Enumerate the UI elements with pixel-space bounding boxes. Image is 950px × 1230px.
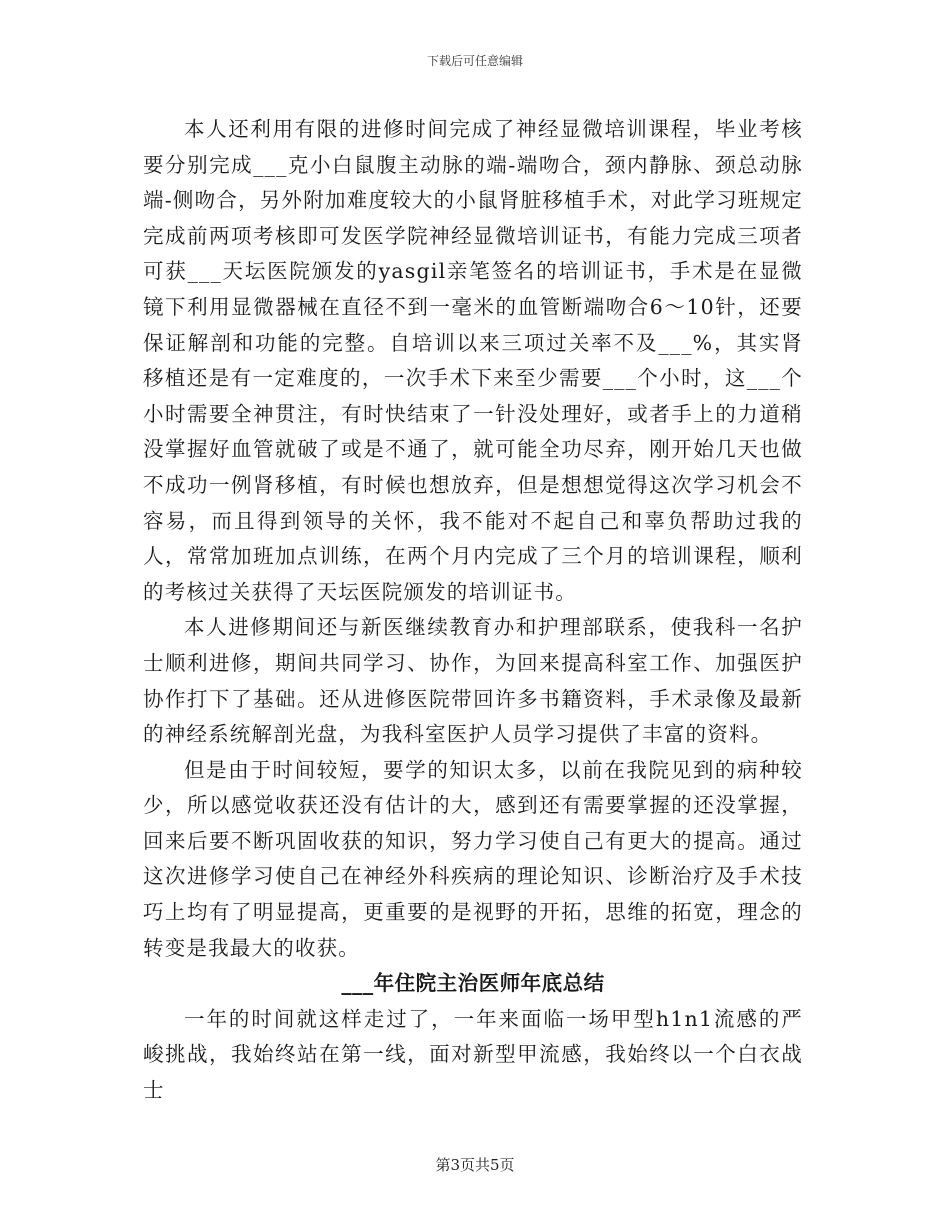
paragraph-training: 本人还利用有限的进修时间完成了神经显微培训课程，毕业考核要分别完成___克小白鼠腹主动脉的端-端吻合，颈内静脉、颈总动脉端-侧吻合，另外附加难度较大的小鼠肾脏移植手术，对此学习班规定完成前两项考核即可发医学院神经显微培训证书，有能力完成三项者可获___天坛医院颁发的yasgil亲笔签名的培训证书，手术是在显微镜下利用显微器械在直径不到一毫米的血管断端吻合6～10针，还要保证解剖和功能的完整。自培训以来三项过关率不及___%，其实肾移植还是有一定难度的，一次手术下来至少需要___个小时，这___个小时需要全神贯注，有时快结束了一针没处理好，或者手上的力道稍没掌握好血管就破了或是不通了，就可能全功尽弃，刚开始几天也做不成功一例肾移植，有时候也想放弃，但是想想觉得这次学习机会不容易，而且得到领导的关怀，我不能对不起自己和辜负帮助过我的人，常常加班加点训练，在两个月内完成了三个月的培训课程，顺利的考核过关获得了天坛医院颁发的培训证书。 [143, 117, 803, 604]
page-number: 第3页共5页 [435, 1156, 515, 1174]
paragraph-coordination: 本人进修期间还与新医继续教育办和护理部联系，使我科一名护士顺利进修，期间共同学习、协作，为回来提高科室工作、加强医护协作打下了基础。还从进修医院带回许多书籍资料，手术录像及最新的神经系统解剖光盘，为我科室医护人员学习提供了丰富的资料。 [143, 615, 803, 747]
section-title: ___年住院主治医师年底总结 [341, 971, 605, 996]
paragraph-reflection: 但是由于时间较短，要学的知识太多，以前在我院见到的病种较少，所以感觉收获还没有估计的大，感到还有需要掌握的还没掌握，回来后要不断巩固收获的知识，努力学习使自己有更大的提高。通过这次进修学习使自己在神经外科疾病的理论知识、诊断治疗及手术技巧上均有了明显提高，更重要的是视野的开拓，思维的拓宽，理念的转变是我最大的收获。 [143, 757, 803, 960]
document-body [143, 112, 803, 1109]
paragraph-annual-summary: 一年的时间就这样走过了，一年来面临一场甲型h1n1流感的严峻挑战，我始终站在第一线，面对新型甲流感，我始终以一个白衣战士 [143, 1006, 803, 1103]
header-note: 下载后可任意编辑 [426, 54, 523, 68]
